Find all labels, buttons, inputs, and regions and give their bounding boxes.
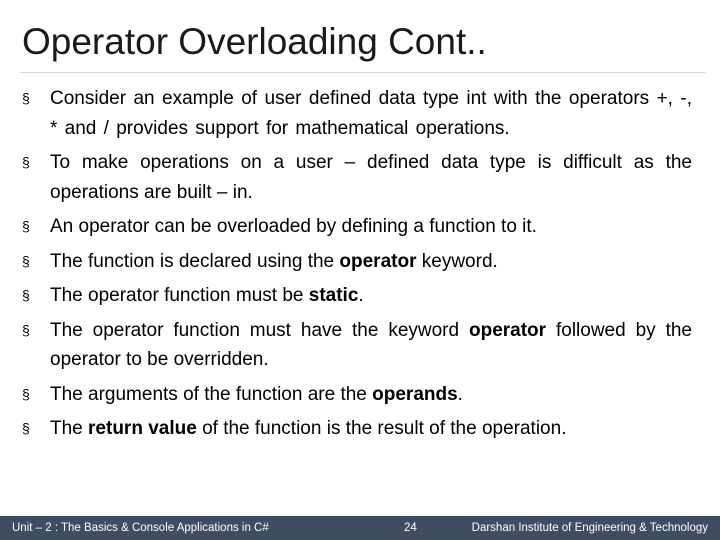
bullet-bold-term: static <box>308 285 359 306</box>
bullet-text <box>50 88 692 139</box>
bullet-marker: § <box>22 287 30 303</box>
bullet-marker: § <box>22 218 30 234</box>
bullet-marker: § <box>22 420 30 436</box>
bullet-text-segment: keyword. <box>416 250 498 272</box>
bullet-bold-term: operator <box>468 319 547 341</box>
bullet-item <box>22 414 692 444</box>
bullet-item <box>22 316 692 375</box>
bullet-marker: § <box>22 154 30 170</box>
footer-institute-name: Darshan Institute of Engineering & Technology <box>471 522 708 534</box>
bullet-text <box>50 216 537 237</box>
title-divider <box>20 72 706 73</box>
bullet-text-segment: The function is declared using the <box>50 250 340 272</box>
bullet-item <box>22 212 692 242</box>
bullet-marker: § <box>22 90 30 106</box>
bullet-list <box>22 84 692 449</box>
footer-unit-title: Unit – 2 : The Basics & Console Applications in C# <box>12 522 269 534</box>
bullet-text <box>50 152 692 203</box>
bullet-text <box>50 418 566 439</box>
bullet-bold-term: return value <box>88 418 197 439</box>
bullet-item <box>22 84 692 143</box>
bullet-item <box>22 148 692 207</box>
slide-title: Operator Overloading Cont.. <box>22 21 487 62</box>
footer-bar <box>0 516 720 540</box>
bullet-text-segment: . <box>358 285 364 306</box>
bullet-marker: § <box>22 321 30 338</box>
bullet-text <box>50 251 498 272</box>
bullet-text-segment: Consider an example of user defined data type int with the operators +, -, * and / provides support for mathematical operations. <box>50 88 692 139</box>
bullet-text-segment: To make operations on a user – defined data type is difficult as the operations are built – in. <box>50 152 692 203</box>
bullet-item <box>22 247 692 277</box>
bullet-text-segment: The arguments of the function are the <box>50 383 373 405</box>
bullet-text-segment: followed by the operator to be overridden. <box>50 319 692 370</box>
bullet-text <box>50 320 692 371</box>
bullet-marker: § <box>22 385 30 402</box>
bullet-bold-term: operator <box>339 250 417 272</box>
bullet-text-segment: . <box>457 383 463 405</box>
bullet-text-segment: The operator function must have the keyword <box>50 319 469 341</box>
bullet-text-segment: An operator can be overloaded by defining a function to it. <box>50 216 537 237</box>
bullet-item <box>22 380 692 410</box>
bullet-item <box>22 281 692 311</box>
bullet-text <box>50 384 463 405</box>
bullet-text-segment: The operator function must be <box>50 285 309 306</box>
bullet-text-segment: The <box>50 418 89 439</box>
bullet-bold-term: operands <box>372 383 458 405</box>
bullet-text <box>50 285 364 306</box>
bullet-text-segment: of the function is the result of the operation. <box>196 418 567 439</box>
bullet-marker: § <box>22 252 30 269</box>
footer-page-number: 24 <box>404 522 417 534</box>
